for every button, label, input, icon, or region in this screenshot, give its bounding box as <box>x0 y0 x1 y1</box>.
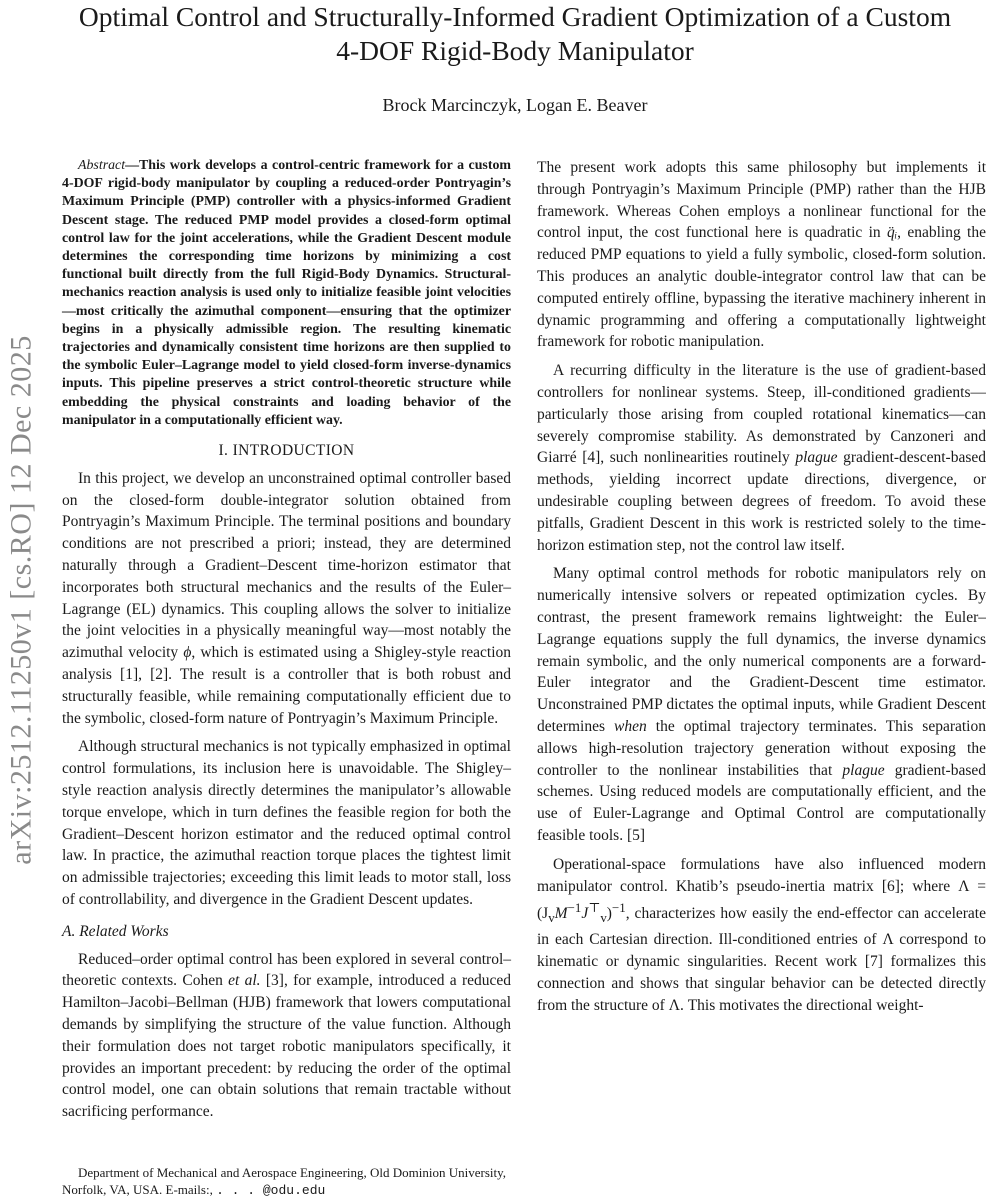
affiliation-footnote <box>62 1164 511 1199</box>
arxiv-id-text: arXiv:2512.11250v1 [cs.RO] 12 Dec 2025 <box>5 335 38 865</box>
formula-sup-transpose: ⊤ <box>588 900 601 916</box>
right-p2-part-b: gradient-descent-based methods, yielding incorrect update directions, divergence, or undesirable coupling between degrees of freedom. To avoid these pitfalls, Gradient Descent in this work is restricted solely to the time-horizon estimation step, not the control law itself. <box>537 449 986 554</box>
right-p4-part-b: , characterizes how easily the end-effector can accelerate in each Cartesian direction. Ill-conditioned entries of Λ correspond to kinematic or dynamic singularities. Recent work [7] formalizes this connection and shows that singular behavior can be detected directly from the structure of Λ. This motivates the directional weight- <box>537 905 986 1014</box>
abstract-label: Abstract <box>78 158 126 173</box>
intro-paragraph-1 <box>62 468 511 730</box>
subsection-heading-related-works: A. Related Works <box>62 922 169 940</box>
paper-authors: Brock Marcinczyk, Logan E. Beaver <box>382 95 648 115</box>
formula-m: M <box>554 905 568 923</box>
abstract <box>62 157 511 430</box>
right-p3-part-b: the optimal trajectory terminates. This separation allows high-resolution trajectory generation without exposing the controller to the nonlinear instabilities that <box>537 717 986 779</box>
abstract-text: —This work develops a control-centric framework for a custom 4-DOF rigid-body manipulator by coupling a reduced-order Pontryagin’s Maximum Principle (PMP) controller with a physics-informed Gradient Descent stage. The reduced PMP model provides a closed-form optimal control law for the joint accelerations, while the Gradient Descent module determines the corresponding time horizons by minimizing a cost functional built directly from the full Rigid-Body Dynamics. Structural-mechanics reaction analysis is used only to initialize feasible joint velocities—most critically the azimuthal component—ensuring that the optimizer begins in a physically admissible region. The resulting kinematic trajectories and dynamically consistent time horizons are then supplied to the symbolic Euler–Lagrange model to yield closed-form inverse-dynamics inputs. This pipeline preserves a strict control-theoretic structure while embedding the physical constraints and loading behavior of the manipulator in a computationally efficient way. <box>62 158 511 428</box>
plague-emphasis-2: plague <box>842 761 885 779</box>
qddot-symbol: q̈ᵢ <box>886 224 898 242</box>
right-p3-part-c: gradient-based schemes. Using reduced models are computationally efficient, and the use of Euler-Lagrange and Optimal Control are computationally feasible tools. [5] <box>537 761 986 844</box>
left-column <box>62 157 511 1123</box>
phi-symbol: ϕ <box>183 644 192 662</box>
related-paragraph-1 <box>62 949 511 1123</box>
related-p1-part-b: [3], for example, introduced a reduced Hamilton–Jacobi–Bellman (HJB) framework that lowers computational demands by simplifying the structure of the value function. Although their formulation does not target robotic manipulators specifically, it provides an important precedent: by reducing the order of the optimal control model, one can obtain solutions that remain tractable without sacrificing performance. <box>62 972 511 1121</box>
intro-p1-part-a: In this project, we develop an unconstrained optimal controller based on the closed-form double-integrator solution obtained from Pontryagin’s Maximum Principle. The terminal positions and boundary conditions are not prescribed a priori; instead, they are determined naturally through a Gradient–Descent time-horizon estimator that incorporates both structural mechanics and the results of the Euler–Lagrange (EL) dynamics. This coupling allows the solver to initialize the joint velocities in a physically meaningful way—most notably the azimuthal velocity <box>62 469 511 662</box>
intro-p1-part-b: , which is estimated using a Shigley-style reaction analysis [1], [2]. The result is a controller that is both robust and structurally feasible, while remaining computationally efficient due to the symbolic, closed-form nature of Pontryagin’s Maximum Principle. <box>62 644 512 727</box>
intro-paragraph-2: Although structural mechanics is not typically emphasized in optimal control formulations, its inclusion here is unavoidable. The Shigley–style reaction analysis directly determines the manipulator’s allowable torque envelope, which in turn defines the feasible region for both the Gradient–Descent horizon estimator and the reduced optimal control law. In practice, the azimuthal reaction torque places the tightest limit on admissible trajectories; exceeding this limit leads to motor stall, loss of controllability, and divergence in the Gradient Descent updates. <box>62 738 511 908</box>
right-paragraph-4 <box>537 854 986 1017</box>
footnote-email: . . . @odu.edu <box>216 1183 326 1198</box>
formula-sub-v2: v <box>600 910 607 926</box>
when-emphasis: when <box>614 717 647 735</box>
paper-title: Optimal Control and Structurally-Informed Gradient Optimization of a Custom 4-DOF Rigid-Body Manipulator <box>78 1 952 66</box>
arxiv-identifier <box>4 265 40 935</box>
right-p1-part-b: , enabling the reduced PMP equations to yield a fully symbolic, closed-form solution. This produces an analytic double-integrator control law that can be computed entirely offline, bypassing the iterative machinery inherent in dynamic programming and offering a computationally lightweight framework for robotic manipulation. <box>537 224 986 351</box>
right-paragraph-3 <box>537 563 986 846</box>
formula-close: ) <box>606 905 612 923</box>
right-column <box>537 157 986 1017</box>
formula-sub-v1: v <box>548 910 555 926</box>
right-paragraph-2 <box>537 360 986 556</box>
formula-sup-inv2: −1 <box>611 900 626 916</box>
right-p3-part-a: Many optimal control methods for robotic manipulators rely on numerically intensive solvers or repeated optimization cycles. By contrast, the present framework remains lightweight: the Euler–Lagrange equations supply the full dynamics, the inverse dynamics remain symbolic, and the only numerical components are a forward-Euler integrator and the Gradient-Descent time estimator. Unconstrained PMP dictates the optimal inputs, while Gradient Descent determines <box>537 565 986 735</box>
et-al: et al. <box>228 972 261 990</box>
formula-start: Λ = (J <box>537 877 986 923</box>
footnote-text: Department of Mechanical and Aerospace Engineering, Old Dominion University, Norfolk, VA, USA. E-mails:, <box>62 1165 507 1197</box>
related-p1-part-a: Reduced–order optimal control has been explored in several control–theoretic contexts. Cohen <box>62 950 511 990</box>
formula-j: J <box>581 905 589 923</box>
section-heading-introduction: I. INTRODUCTION <box>218 442 355 460</box>
right-p1-part-a: The present work adopts this same philosophy but implements it through Pontryagin’s Maximum Principle (PMP) rather than the HJB framework. Whereas Cohen employs a nonlinear functional for the control input, the cost functional here is quadratic in <box>537 159 986 242</box>
right-p4-part-a: Operational-space formulations have also influenced modern manipulator control. Khatib’s pseudo-inertia matrix [6]; where <box>537 855 986 895</box>
plague-emphasis-1: plague <box>795 449 838 467</box>
right-paragraph-1 <box>537 157 986 353</box>
formula-sup-inv1: −1 <box>567 900 582 916</box>
right-p2-part-a: A recurring difficulty in the literature is the use of gradient-based controllers for nonlinear systems. Steep, ill-conditioned gradients—particularly those arising from coupled rotational kinematics—can severely compromise stability. As demonstrated by Canzoneri and Giarré [4], such nonlinearities routinely <box>537 362 986 467</box>
